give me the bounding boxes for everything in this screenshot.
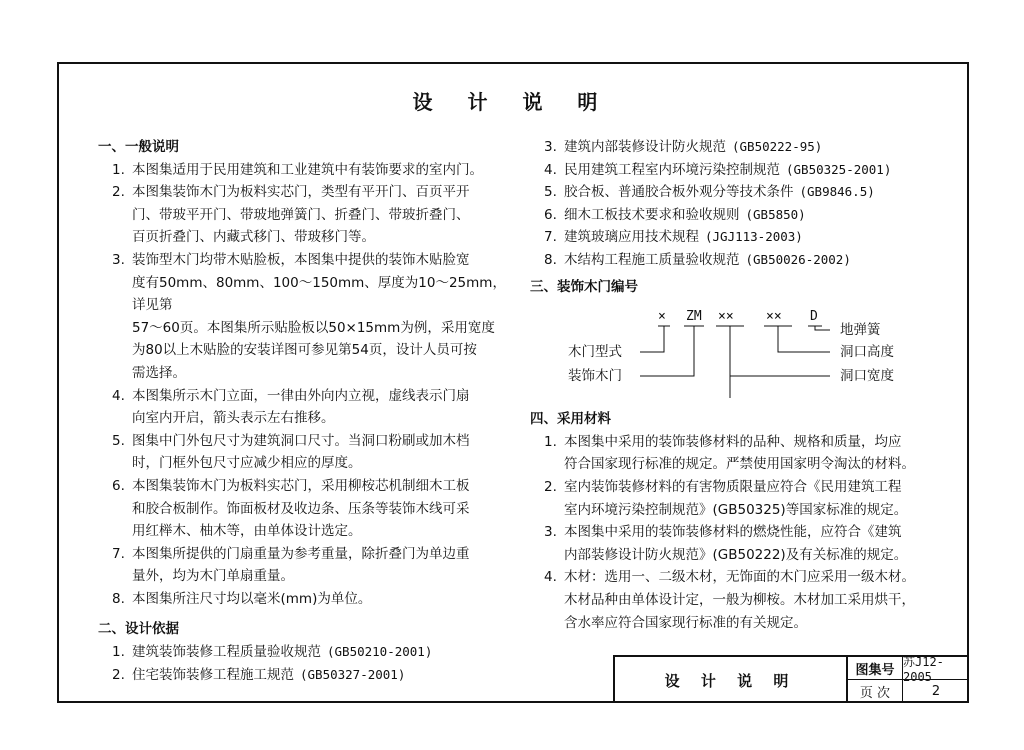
list-item [98, 543, 508, 588]
item-number: 4. [544, 569, 557, 586]
code-char-1: × [658, 309, 666, 325]
standard-name: 细木工板技术要求和验收规则 [564, 206, 740, 223]
item-line: 含水率应符合国家现行标准的有关规定。 [564, 614, 807, 631]
item-number: 3. [544, 524, 557, 541]
item-number: 6. [112, 477, 125, 494]
item-line: 本图集所示木门立面，一律由外向内立视，虚线表示门扇 [132, 387, 470, 404]
item-line: 门、带玻平开门、带玻地弹簧门、折叠门、带玻折叠门、 [132, 206, 470, 223]
item-line: 百页折叠门、内藏式移门、带玻移门等。 [132, 229, 375, 246]
item-line: 木材：选用一、二级木材，无饰面的木门应采用一级木材。 [564, 569, 915, 586]
item-line: 木材品种由单体设计定，一般为柳桉。木材加工采用烘干， [564, 591, 915, 608]
code-char-5: D [810, 309, 818, 325]
standard-name: 建筑内部装修设计防火规范 [564, 139, 726, 155]
item-number: 1. [112, 644, 125, 661]
standard-code: (GB50327-2001) [300, 666, 406, 682]
list-item [98, 159, 508, 182]
item-line: 本图集所注尺寸均以毫米(mm)为单位。 [132, 590, 372, 607]
item-line: 本图集装饰木门为板料实芯门，类型有平开门、百页平开 [132, 184, 470, 201]
item-line: 用红榉木、柚木等，由单体设计选定。 [132, 523, 362, 540]
title-block-name: 设 计 说 明 [615, 657, 848, 703]
item-number: 7. [112, 545, 125, 562]
design-basis-list-part1 [98, 641, 508, 686]
item-line [132, 664, 508, 687]
standard-name: 胶合板、普通胶合板外观分等技术条件 [564, 184, 794, 201]
item-line: 和胶合板制作。饰面板材及收边条、压条等装饰木线可采 [132, 500, 470, 517]
standard-code: (GB50325-2001) [786, 161, 892, 177]
item-number: 8. [112, 590, 125, 607]
list-item [98, 385, 508, 430]
standard-code: (GB9846.5) [799, 184, 875, 200]
right-column [530, 136, 950, 634]
item-line [564, 204, 950, 227]
standard-name: 住宅装饰装修工程施工规范 [132, 666, 294, 683]
section-heading-basis: 二、设计依据 [98, 621, 179, 638]
item-number: 5. [112, 432, 125, 449]
label-deco-door: 装饰木门 [568, 368, 622, 385]
list-item [98, 588, 508, 611]
left-column [98, 136, 508, 686]
item-number: 2. [112, 666, 125, 683]
code-char-2: ZM [686, 309, 702, 325]
label-door-type: 木门型式 [568, 344, 622, 361]
item-line: 图集中门外包尺寸为建筑洞口尺寸。当洞口粉刷或加木档 [132, 432, 470, 449]
list-item [530, 136, 950, 159]
leader-deco-door [640, 326, 694, 376]
list-item [530, 226, 950, 249]
item-line: 装饰型木门均带木贴脸板，本图集中提供的装饰木贴脸宽 [132, 251, 470, 268]
standard-name: 建筑装饰装修工程质量验收规范 [132, 644, 321, 661]
list-item [98, 430, 508, 475]
item-line: 57～60页。本图集所示贴脸板以50×15mm为例，采用宽度 [132, 319, 495, 336]
item-number: 6. [544, 206, 557, 223]
item-number: 4. [112, 387, 125, 404]
item-number: 7. [544, 229, 557, 246]
item-line [564, 159, 950, 182]
item-number: 4. [544, 161, 557, 178]
list-item [98, 181, 508, 249]
list-item [530, 431, 950, 476]
list-item [98, 664, 508, 687]
standard-code: (GB5850) [745, 206, 806, 222]
item-number: 1. [544, 433, 557, 450]
item-line: 本图集中采用的装饰装修材料的品种、规格和质量，均应 [564, 433, 902, 450]
page-value: 2 [931, 684, 941, 699]
item-line [564, 226, 950, 249]
standard-code: (GB50026-2002) [745, 251, 851, 267]
code-char-4: ×× [766, 309, 782, 325]
item-number: 2. [544, 478, 557, 495]
standard-code: (GB50210-2001) [327, 644, 433, 660]
list-item [530, 521, 950, 566]
item-number: 5. [544, 184, 557, 201]
atlas-number-label: 图集号 [848, 657, 903, 680]
door-number-diagram [530, 298, 950, 408]
item-number: 3. [544, 139, 557, 155]
list-item [530, 566, 950, 634]
item-line: 向室内开启，箭头表示左右推移。 [132, 410, 335, 427]
page-label: 页 次 [848, 680, 903, 703]
item-line [564, 249, 950, 272]
item-number: 2. [112, 184, 125, 201]
standard-name: 木结构工程施工质量验收规范 [564, 251, 740, 268]
item-line: 为80以上木贴脸的安装详图可参见第54页，设计人员可按 [132, 342, 477, 359]
item-number: 3. [112, 251, 125, 268]
list-item [530, 159, 950, 182]
section-heading-general: 一、一般说明 [98, 139, 179, 155]
item-line: 本图集中采用的装饰装修材料的燃烧性能，应符合《建筑 [564, 524, 902, 541]
item-line: 度有50mm、80mm、100～150mm、厚度为10～25mm，详见第 [132, 274, 506, 314]
item-line: 本图集装饰木门为板料实芯门，采用柳桉芯机制细木工板 [132, 477, 470, 494]
item-line: 本图集适用于民用建筑和工业建筑中有装饰要求的室内门。 [132, 161, 483, 178]
item-line: 室内装饰装修材料的有害物质限量应符合《民用建筑工程 [564, 478, 902, 495]
list-item [530, 476, 950, 521]
item-line: 量外，均为木门单扇重量。 [132, 568, 294, 585]
item-line: 室内环境污染控制规范》(GB50325)等国家标准的规定。 [564, 501, 908, 518]
materials-list [530, 431, 950, 634]
list-item [98, 475, 508, 543]
label-opening-height: 洞口高度 [840, 344, 894, 361]
list-item [530, 181, 950, 204]
standard-code: (JGJ113-2003) [705, 229, 803, 245]
list-item [98, 249, 508, 385]
item-line: 符合国家现行标准的规定。严禁使用国家明令淘汰的材料。 [564, 456, 915, 473]
item-number: 1. [112, 161, 125, 178]
item-number: 8. [544, 251, 557, 268]
item-line [564, 136, 950, 159]
title-block [613, 655, 969, 703]
item-line: 本图集所提供的门扇重量为参考重量，除折叠门为单边重 [132, 545, 470, 562]
item-line: 内部装修设计防火规范》(GB50222)及有关标准的规定。 [564, 546, 908, 563]
section-heading-materials: 四、采用材料 [530, 411, 611, 428]
code-char-3: ×× [718, 309, 734, 325]
list-item [98, 641, 508, 664]
general-notes-list [98, 159, 508, 611]
label-floor-spring: 地弹簧 [840, 322, 881, 339]
item-line [132, 641, 508, 664]
standard-name: 民用建筑工程室内环境污染控制规范 [564, 161, 780, 178]
section-heading-numbering: 三、装饰木门编号 [530, 278, 638, 295]
page-title: 设 计 说 明 [412, 90, 612, 114]
list-item [530, 249, 950, 272]
standard-code: (GB50222-95) [732, 139, 823, 154]
leader-door-type [640, 326, 664, 352]
design-basis-list-part2 [530, 136, 950, 272]
item-line [564, 181, 950, 204]
item-line: 需选择。 [132, 364, 186, 381]
standard-name: 建筑玻璃应用技术规程 [564, 229, 699, 246]
item-line: 时，门框外包尺寸应减少相应的厚度。 [132, 455, 362, 472]
list-item [530, 204, 950, 227]
label-opening-width: 洞口宽度 [840, 368, 894, 385]
atlas-number-value: 苏J12-2005 [903, 657, 969, 680]
